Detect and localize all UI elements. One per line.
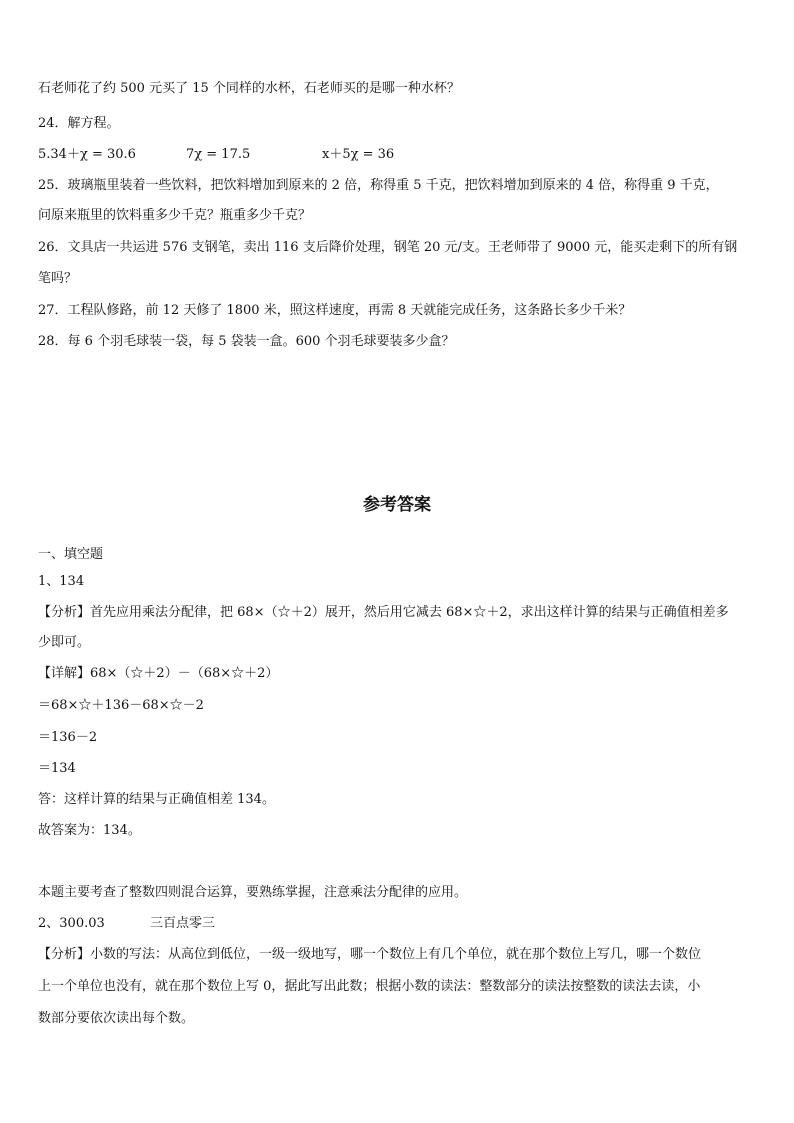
question-26-line-2: 笔吗？ (38, 271, 78, 286)
question-23-tail: 石老师花了约 500 元买了 15 个同样的水杯，石老师买的是哪一种水杯？ (38, 81, 460, 96)
equation-1: 5.34＋χ = 30.6 (38, 147, 136, 162)
question-28: 28．每 6 个羽毛球装一袋，每 5 袋装一盒。600 个羽毛球要装多少盒？ (38, 334, 455, 349)
question-25-line-2: 问原来瓶里的饮料重多少千克？瓶重多少千克？ (38, 208, 312, 223)
answer-1-step-3: ＝134 (38, 761, 76, 776)
question-25-line-1: 25．玻璃瓶里装着一些饮料，把饮料增加到原来的 2 倍，称得重 5 千克，把饮料增加到原来的 4 倍，称得重 9 千克， (38, 178, 719, 193)
question-27: 27．工程队修路，前 12 天修了 1800 米，照这样速度，再需 8 天就能完成任务，这条路长多少千米？ (38, 303, 632, 318)
answer-1-note: 本题主要考查了整数四则混合运算，要熟练掌握，注意乘法分配律的应用。 (38, 885, 468, 900)
answer-2-analysis-line-2: 上一个单位也没有，就在那个数位上写 0，据此写出此数；根据小数的读法：整数部分的读法按整数的读法去读，小 (38, 979, 701, 994)
answer-2-heading-reading: 三百点零三 (150, 916, 216, 931)
answer-1-analysis-line-2: 少即可。 (38, 635, 91, 650)
equation-2: 7χ = 17.5 (186, 147, 251, 162)
answer-2-analysis-line-3: 数部分要依次读出每个数。 (38, 1011, 195, 1026)
section-heading-fill-in: 一、填空题 (38, 547, 104, 562)
answer-2-analysis-line-1: 【分析】小数的写法：从高位到低位，一级一级地写，哪一个数位上有几个单位，就在那个数位上写几，哪一个数位 (38, 947, 702, 962)
answer-1-final: 故答案为：134。 (38, 823, 141, 838)
answer-1-step-2: ＝136－2 (38, 730, 98, 745)
answer-key-title: 参考答案 (363, 495, 431, 515)
answer-1-analysis-line-1: 【分析】首先应用乘法分配律，把 68×（☆＋2）展开，然后用它减去 68×☆＋2，求出这样计算的结果与正确值相差多 (38, 605, 729, 620)
answer-1-heading: 1、134 (38, 574, 85, 589)
question-24-label: 24．解方程。 (38, 116, 120, 131)
answer-1-conclusion: 答：这样计算的结果与正确值相差 134。 (38, 792, 275, 807)
answer-2-heading-number: 2、300.03 (38, 916, 105, 931)
answer-1-step-1: ＝68×☆＋136－68×☆－2 (38, 698, 204, 713)
equation-3: x＋5χ = 36 (322, 147, 395, 162)
question-26-line-1: 26．文具店一共运进 576 支钢笔，卖出 116 支后降价处理，钢笔 20 元/支。王老师带了 9000 元，能买走剩下的所有钢 (38, 240, 738, 255)
answer-1-detail: 【详解】68×（☆＋2）－（68×☆＋2） (38, 666, 279, 681)
